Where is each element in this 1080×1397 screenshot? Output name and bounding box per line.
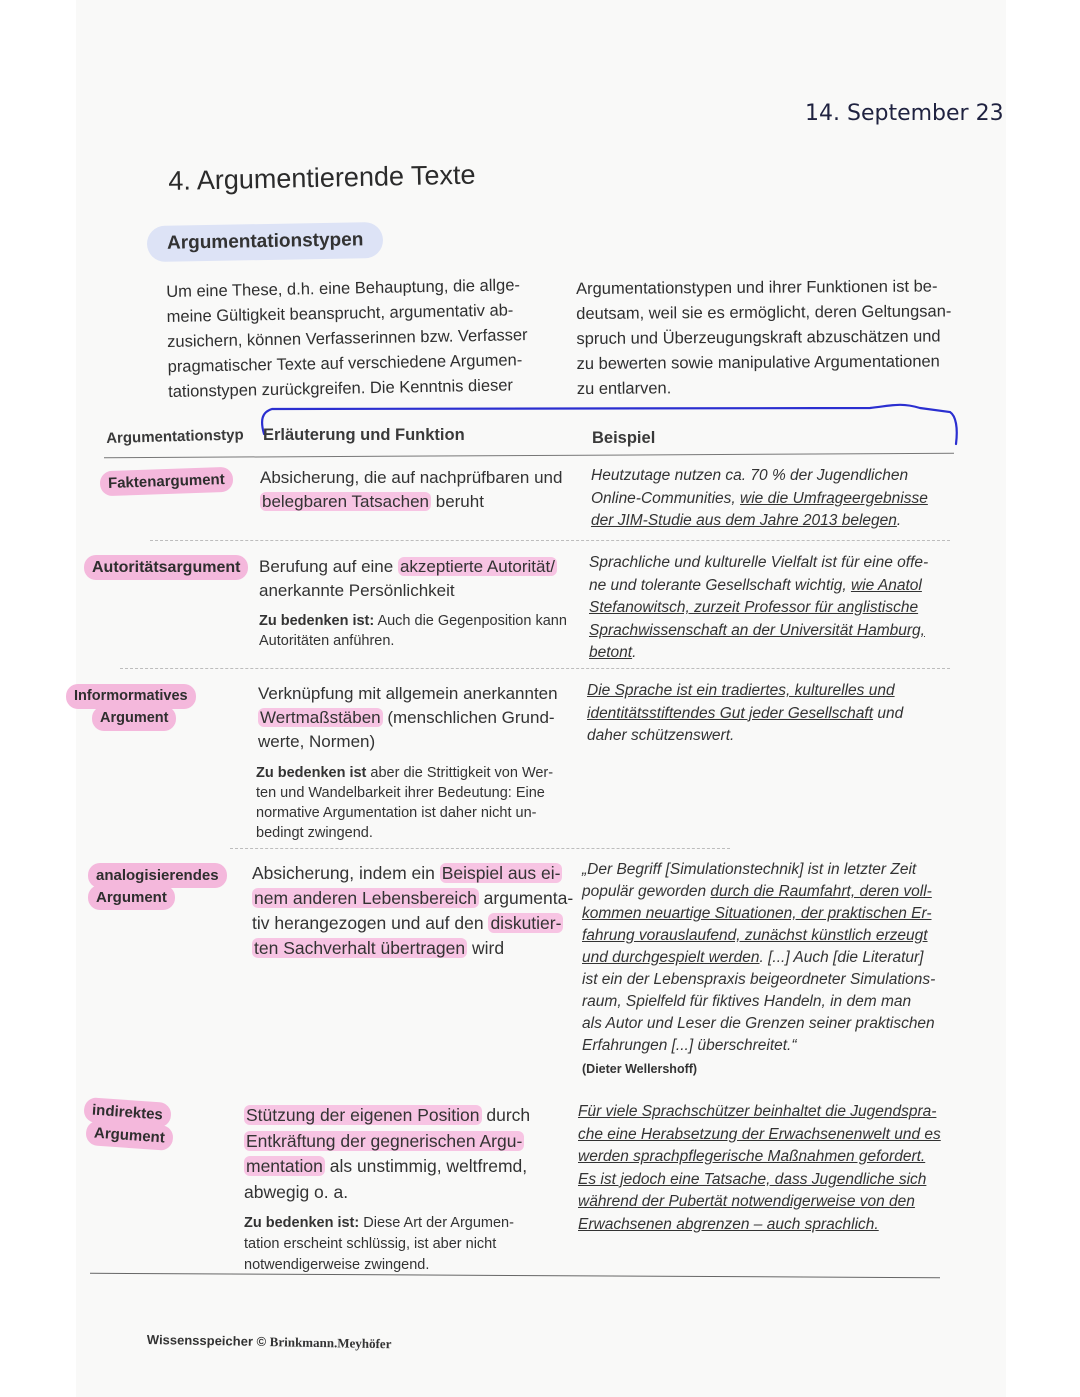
header-type: Argumentationstyp <box>106 426 244 447</box>
page-title: 4. Argumentierende Texte <box>168 159 476 196</box>
example-normativ <box>587 680 957 748</box>
explanation-line <box>252 861 582 886</box>
explanation-text: Absicherung, indem ein <box>252 863 440 883</box>
example-line <box>582 881 962 903</box>
example-line <box>589 620 959 643</box>
underlined-source: Sprachwissenschaft an der Universität Hamburg, <box>589 621 925 639</box>
note-indirekt <box>244 1213 574 1276</box>
intro-line: tationstypen zurückgreifen. Die Kenntnis dieser <box>167 376 514 401</box>
underlined-source: wie die Umfrageergebnisse <box>740 489 928 507</box>
underlined-source: Erwachsenen abgrenzen – auch sprachlich. <box>578 1215 879 1233</box>
row-separator <box>230 848 730 849</box>
example-text: Online-Communities, <box>591 489 741 507</box>
explanation-indirekt <box>244 1103 574 1205</box>
example-line: ist ein der Lebenspraxis beigeordneter Simulations- <box>582 971 936 988</box>
highlight: belegbaren Tatsachen <box>262 492 429 511</box>
explanation-line <box>252 936 582 961</box>
note-text: Auch die Gegenposition kann <box>374 613 567 629</box>
example-line: „Der Begriff [Simulationstechnik] ist in letzter Zeit <box>582 861 917 878</box>
explanation-line: Verknüpfung mit allgemein anerkannten <box>258 684 558 703</box>
explanation-text: wird <box>467 938 505 958</box>
note-line <box>256 763 576 783</box>
explanation-line <box>244 1154 574 1180</box>
explanation-fakten <box>260 466 580 514</box>
underlined-source: che eine Herabsetzung der Erwachsenenwelt und es <box>578 1125 941 1143</box>
example-indirekt <box>578 1101 958 1236</box>
explanation-autoritaet <box>259 555 579 603</box>
label-indirektes-line1: indirektes <box>83 1097 171 1128</box>
note-autoritaet <box>259 611 579 651</box>
highlight: nem anderen Lebensbereich <box>254 888 477 908</box>
label-autoritaetsargument: Autoritätsargument <box>84 555 248 580</box>
example-line <box>589 642 959 665</box>
example-line <box>578 1214 958 1237</box>
intro-right <box>576 274 977 402</box>
intro-line: zu entlarven. <box>576 379 672 398</box>
section-heading: Argumentationstypen <box>147 222 384 262</box>
example-line: als Autor und Leser die Grenzen seiner praktischen <box>582 1015 935 1032</box>
underlined-source: identitätsstiftendes Gut jeder Gesellschaft <box>587 704 874 722</box>
underlined-source: betont <box>589 644 633 661</box>
underlined-source: und durchgespielt werden <box>582 949 760 966</box>
underlined-source: Stefanowitsch, zurzeit Professor für anglistische <box>589 599 919 616</box>
note-text: aber die Strittigkeit von Wer- <box>366 765 554 781</box>
example-line <box>582 903 962 925</box>
note-normativ <box>256 763 576 843</box>
explanation-text: (menschlichen Grund- <box>382 708 555 727</box>
highlight: akzeptierte Autorität/ <box>399 557 555 576</box>
underlined-source: Es ist jedoch eine Tatsache, dass Jugendliche sich <box>578 1170 927 1188</box>
example-line <box>578 1146 958 1169</box>
example-line <box>578 1191 958 1214</box>
intro-line: zu bewerten sowie manipulative Argumentationen <box>576 352 940 373</box>
note-line: normative Argumentation ist daher nicht un- <box>256 805 537 821</box>
note-line: Autoritäten anführen. <box>259 633 395 649</box>
intro-line: Argumentationstypen und ihrer Funktionen ist be- <box>576 277 938 298</box>
highlight: ten Sachverhalt übertragen <box>254 938 466 958</box>
example-analog <box>582 859 962 1057</box>
explanation-text: argumenta- <box>478 888 574 908</box>
explanation-text: beruht <box>435 492 484 511</box>
note-line: notwendigerweise zwingend. <box>244 1257 430 1273</box>
example-autoritaet <box>589 552 959 665</box>
example-line <box>587 680 957 703</box>
explanation-line: Absicherung, die auf nachprüfbaren und <box>260 468 563 487</box>
example-text: ne und tolerante Gesellschaft wichtig, <box>589 576 851 594</box>
explanation-line <box>260 490 580 514</box>
label-analogisierendes-line1: analogisierendes <box>88 863 227 888</box>
underlined-source: während der Pubertät notwendigerweise von den <box>578 1193 915 1210</box>
intro-line: deutsam, weil sie es ermöglicht, deren Geltungsan- <box>576 302 952 323</box>
example-line <box>587 703 957 726</box>
note-label: Zu bedenken ist <box>256 765 367 781</box>
example-line: daher schützenswert. <box>587 727 735 744</box>
explanation-line: anerkannte Persönlichkeit <box>259 581 455 600</box>
example-line: Sprachliche und kulturelle Vielfalt ist für eine offe- <box>589 554 929 571</box>
example-text: . [...] Auch [die Literatur] <box>759 949 924 966</box>
underlined-source: kommen neuartige Situationen, der praktischen Er- <box>582 905 932 922</box>
example-line <box>582 925 962 947</box>
note-label: Zu bedenken ist: <box>244 1215 360 1231</box>
highlight: Entkräftung der gegnerischen Argu- <box>246 1130 523 1151</box>
footer-publisher: Brinkmann.Meyhöfer <box>269 1334 392 1352</box>
explanation-normativ <box>258 682 578 754</box>
example-line <box>591 510 961 533</box>
explanation-line <box>258 706 578 730</box>
example-line <box>589 575 959 598</box>
header-explanation: Erläuterung und Funktion <box>263 426 465 444</box>
note-line: tation erscheint schlüssig, ist aber nicht <box>244 1236 497 1252</box>
highlight: Wertmaßstäben <box>260 708 381 727</box>
example-author: (Dieter Wellershoff) <box>582 1062 698 1076</box>
intro-line: spruch und Überzeugungskraft abzuschätzen und <box>576 327 941 348</box>
underlined-source: der JIM-Studie aus dem Jahre 2013 belegen <box>591 512 897 529</box>
example-line <box>578 1169 958 1192</box>
explanation-line <box>244 1103 574 1129</box>
label-analogisierendes-line2: Argument <box>88 885 175 910</box>
note-label: Zu bedenken ist: <box>259 613 375 629</box>
example-text: . <box>896 512 902 529</box>
label-faktenargument: Faktenargument <box>100 467 233 497</box>
explanation-text: als unstimmig, weltfremd, <box>324 1156 528 1176</box>
explanation-line <box>244 1129 574 1155</box>
intro-left <box>166 272 568 405</box>
example-line: Heutzutage nutzen ca. 70 % der Jugendlichen <box>591 467 909 484</box>
highlight: Beispiel aus ei- <box>441 863 561 883</box>
note-line: bedingt zwingend. <box>256 825 373 841</box>
explanation-analog <box>252 861 582 961</box>
example-line <box>578 1101 958 1124</box>
highlight: Stützung der eigenen Position <box>246 1105 480 1125</box>
example-line <box>591 488 961 511</box>
example-text: populär geworden <box>582 883 711 900</box>
explanation-text: tiv herangezogen und auf den <box>252 913 489 933</box>
underlined-source: Die Sprache ist ein tradiertes, kulturelles und <box>587 682 895 699</box>
underlined-source: fahrung vorauslaufend, zunächst künstlich erzeugt <box>582 927 928 944</box>
underlined-source: durch die Raumfahrt, deren voll- <box>710 883 932 900</box>
note-line: ten und Wandelbarkeit ihrer Bedeutung: Eine <box>256 785 545 801</box>
label-indirektes-line2: Argument <box>85 1120 173 1151</box>
footer-text: Wissensspeicher © <box>146 1332 270 1350</box>
row-separator <box>120 668 950 669</box>
example-text: . <box>632 644 637 661</box>
intro-line: zusichern, können Verfasserinnen bzw. Verfasser <box>167 326 528 351</box>
handwritten-date: 14. September 23 <box>805 101 1004 126</box>
example-line <box>578 1124 958 1147</box>
label-normatives-argument-line2: Argument <box>92 706 176 731</box>
explanation-text: durch <box>481 1105 531 1125</box>
example-text: und <box>873 704 904 722</box>
explanation-line: werte, Normen) <box>258 732 376 751</box>
note-line <box>244 1213 574 1234</box>
intro-line: meine Gültigkeit beansprucht, argumentativ ab- <box>166 301 514 326</box>
explanation-line <box>252 911 582 936</box>
intro-line: pragmatischer Texte auf verschiedene Argumen- <box>167 351 523 376</box>
highlight: mentation <box>246 1156 323 1176</box>
note-line <box>259 611 579 631</box>
header-example: Beispiel <box>592 429 656 447</box>
explanation-line <box>252 886 582 911</box>
explanation-text: Berufung auf eine <box>259 557 398 576</box>
row-separator <box>150 540 950 541</box>
example-fakten <box>591 465 961 533</box>
example-line: raum, Spielfeld für fiktives Handeln, in dem man <box>582 993 912 1010</box>
intro-line: Um eine These, d.h. eine Behauptung, die allge- <box>166 276 521 301</box>
note-text: Diese Art der Argumen- <box>359 1215 514 1231</box>
explanation-line: abwegig o. a. <box>244 1181 349 1202</box>
example-line <box>589 597 959 620</box>
underlined-source: Für viele Sprachschützer beinhaltet die Jugendspra- <box>578 1103 937 1120</box>
explanation-line <box>259 555 579 579</box>
example-line: Erfahrungen [...] überschreitet.“ <box>582 1037 797 1054</box>
label-normatives-argument-line1: Informormatives <box>66 684 196 709</box>
example-line <box>582 947 962 969</box>
highlight: diskutier- <box>490 913 562 933</box>
underlined-source: wie Anatol <box>850 576 922 594</box>
underlined-source: werden sprachpflegerische Maßnahmen gefordert. <box>578 1148 926 1165</box>
